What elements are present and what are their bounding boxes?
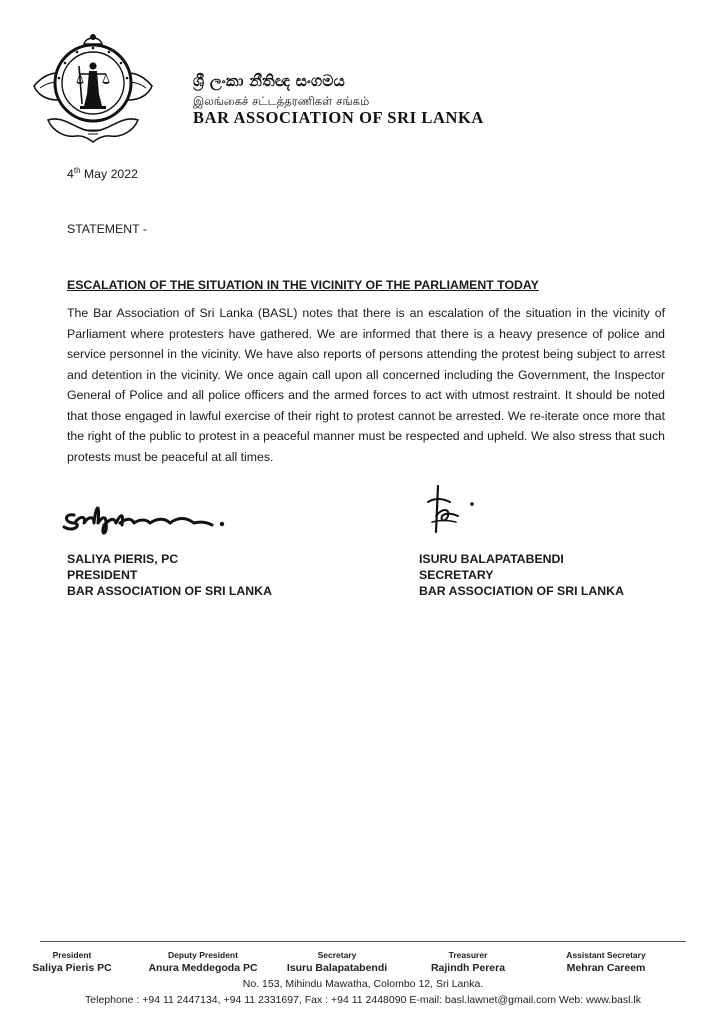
statement-heading: ESCALATION OF THE SITUATION IN THE VICINITY OF THE PARLIAMENT TODAY bbox=[67, 278, 539, 292]
officer-role: Deputy President bbox=[168, 950, 238, 960]
officer-name: Rajindh Perera bbox=[430, 962, 506, 974]
footer-officer-secretary bbox=[287, 949, 387, 976]
footer-officer-assistant-secretary bbox=[566, 949, 645, 976]
footer-officer-deputy-president bbox=[148, 949, 257, 976]
signatory-organisation: BAR ASSOCIATION OF SRI LANKA bbox=[419, 584, 624, 598]
footer-divider bbox=[40, 941, 686, 942]
signatory-organisation: BAR ASSOCIATION OF SRI LANKA bbox=[67, 584, 272, 598]
signatory-name: ISURU BALAPATABENDI bbox=[419, 552, 564, 566]
signatory-title: PRESIDENT bbox=[67, 568, 138, 582]
officer-role: President bbox=[52, 950, 92, 960]
statement-body: The Bar Association of Sri Lanka (BASL) notes that there is an escalation of the situation in the vicinity of Parliament where protesters have gathered. We are informed that there is a heavy presence of police and service personnel in the vicinity. We have also reports of persons attending the protest being subject to arrest and detention in the vicinity. We once again call upon all concerned including the Government, the Inspector General of Police and all police officers and the armed forces to act with utmost restraint. It should be noted that those engaged in lawful exercise of their right to protest cannot be arrested. We re-iterate once more that the right of the public to protest in a peaceful manner must be respected and upheld. We also stress that such protests must be peaceful at all times. bbox=[67, 306, 665, 464]
letterhead-name-sinhala: ශ්‍රී ලංකා නීතිඥ සංගමය bbox=[193, 72, 345, 90]
signatory-secretary bbox=[419, 551, 624, 599]
officer-name: Saliya Pieris PC bbox=[32, 962, 112, 974]
date-day: 4 bbox=[67, 167, 74, 181]
officer-name: Mehran Careem bbox=[566, 962, 646, 974]
date-month-year: May 2022 bbox=[80, 167, 138, 181]
officer-name: Isuru Balapatabendi bbox=[286, 962, 388, 974]
secretary-signature bbox=[424, 482, 486, 536]
officer-name: Anura Meddegoda PC bbox=[148, 962, 258, 974]
letter-date bbox=[67, 166, 138, 181]
basl-emblem-icon bbox=[30, 28, 156, 146]
president-signature bbox=[60, 493, 235, 538]
date-suffix: th bbox=[73, 166, 81, 175]
signatory-name: SALIYA PIERIS, PC bbox=[67, 552, 179, 566]
footer-address: No. 153, Mihindu Mawatha, Colombo 12, Sri Lanka. bbox=[242, 978, 484, 990]
footer-contact: Telephone : +94 11 2447134, +94 11 2331697, Fax : +94 11 2448090 E-mail: basl.lawnet@gmail.com Web: www.basl.lk bbox=[85, 994, 641, 1006]
letterhead-name-english: BAR ASSOCIATION OF SRI LANKA bbox=[193, 108, 484, 127]
footer-officer-treasurer bbox=[431, 949, 505, 976]
signatory-president bbox=[67, 551, 272, 599]
signatory-title: SECRETARY bbox=[419, 568, 494, 582]
footer-officer-president bbox=[32, 949, 111, 976]
officer-role: Secretary bbox=[317, 950, 357, 960]
statement-label: STATEMENT - bbox=[67, 222, 147, 236]
letterhead-name-tamil: இலங்கைச் சட்டத்தரணிகள் சங்கம் bbox=[193, 94, 370, 108]
officer-role: Treasurer bbox=[448, 950, 488, 960]
officer-role: Assistant Secretary bbox=[566, 950, 646, 960]
